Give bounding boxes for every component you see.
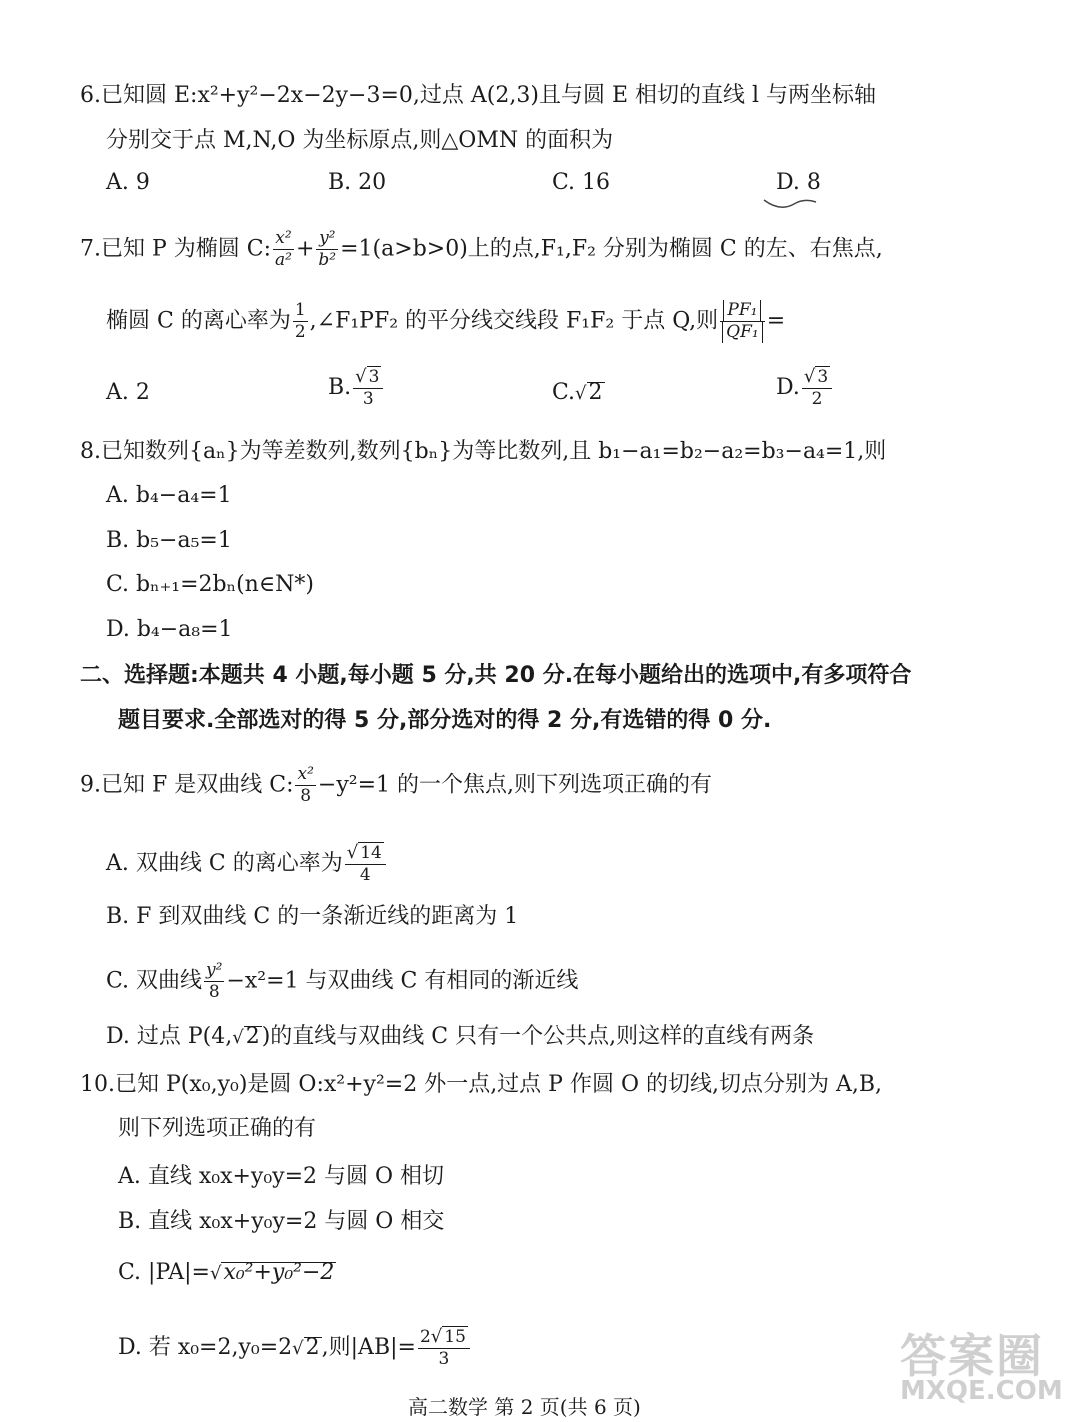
q7-stem-line1: [80, 228, 883, 271]
q8-option-d: D. b₄−a₈=1: [106, 617, 233, 642]
q10-option-c-radicand: x₀²+y₀²−2: [223, 1260, 335, 1285]
q10-option-a: A. 直线 x₀x+y₀y=2 与圆 O 相切: [118, 1164, 445, 1189]
q6-stem-line1: 6.已知圆 E:x²+y²−2x−2y−3=0,过点 A(2,3)且与圆 E 相切的直线 l 与两坐标轴: [80, 83, 877, 108]
q7-lead: 7.已知 P 为椭圆 C:: [80, 236, 272, 262]
q10-option-c: C. |PA|=√x₀²+y₀²−2: [118, 1260, 335, 1285]
q9-frac-num: x²: [297, 764, 314, 784]
q7-option-b-fraction: $\frac{√ 3}{3}$: [353, 366, 383, 410]
watermark-logo: 答案圈: [900, 1329, 1044, 1383]
q9-option-a-pre: A. 双曲线 C 的离心率为: [106, 851, 343, 876]
q9-stem-fraction: [295, 764, 315, 807]
q9-option-d-radicand: 2: [245, 1024, 260, 1049]
watermark-site: MXQE.COM: [900, 1376, 1063, 1406]
q9-option-d-pre: D. 过点 P(4,: [106, 1024, 233, 1049]
q7-option-b-radicand: 3: [368, 367, 380, 387]
page-footer: 高二数学 第 2 页(共 6 页): [408, 1395, 641, 1419]
q9-option-c-num: y²: [206, 960, 223, 980]
q10-stem-line1: 10.已知 P(x₀,y₀)是圆 O:x²+y²=2 外一点,过点 P 作圆 O 的切线,切点分别为 A,B,: [80, 1072, 883, 1097]
q7-line2-mid: ,∠F₁PF₂ 的平分线交线段 F₁F₂ 于点 Q,则: [309, 308, 719, 334]
q10-option-d-radicand1: 2: [305, 1335, 320, 1360]
q7-x-den: a²: [275, 250, 292, 270]
q9-option-a-den: 4: [359, 865, 371, 885]
q7-option-c: C.√2: [552, 380, 603, 405]
q7-ratio-fraction: [720, 300, 765, 343]
q10-option-d-num-radicand: 15: [444, 1327, 466, 1347]
q9-frac-den: 8: [300, 786, 312, 806]
q7-half-num: 1: [294, 300, 306, 320]
q6-option-d: D. 8: [776, 170, 821, 195]
q7-option-c-label: C.: [552, 380, 576, 405]
q9-tail: −y²=1 的一个焦点,则下列选项正确的有: [317, 772, 712, 798]
q7-option-b-label: B.: [328, 375, 352, 400]
q9-option-c: [106, 960, 578, 1003]
q7-ratio-den: QF₁: [722, 322, 763, 343]
q9-stem: [80, 764, 712, 807]
q9-option-c-pre: C. 双曲线: [106, 968, 203, 994]
section2-heading-line1: 二、选择题:本题共 4 小题,每小题 5 分,共 20 分.在每小题给出的选项中,有多项符合: [80, 663, 912, 688]
q7-line2-pre: 椭圆 C 的离心率为: [106, 308, 291, 334]
q9-option-a-radicand: 14: [360, 843, 382, 863]
q7-ellipse-y-fraction: [316, 228, 338, 271]
q10-option-d-mid: ,则|AB|=: [321, 1335, 416, 1360]
q7-y-num: y²: [316, 228, 338, 250]
q10-option-d-pre: D. 若 x₀=2,y₀=2: [118, 1335, 293, 1360]
q10-option-d-den: 3: [438, 1349, 450, 1369]
q7-half-den: 2: [294, 322, 306, 342]
q7-option-d-den: 2: [811, 389, 823, 409]
q7-eccentricity-fraction: [293, 300, 308, 343]
q10-option-b: B. 直线 x₀x+y₀y=2 与圆 O 相交: [118, 1209, 445, 1234]
q9-option-a-fraction: $\frac{√ 14}{4}$: [345, 842, 386, 886]
q9-option-b: B. F 到双曲线 C 的一条渐近线的距离为 1: [106, 904, 519, 929]
q6-option-a: A. 9: [106, 170, 150, 195]
q7-option-a: A. 2: [106, 380, 150, 405]
q9-option-d: D. 过点 P(4,√2)的直线与双曲线 C 只有一个公共点,则这样的直线有两条: [106, 1024, 815, 1049]
q9-option-a: [106, 842, 388, 886]
q7-ellipse-x-fraction: [273, 228, 294, 271]
q9-option-c-fraction: [204, 960, 224, 1003]
q7-option-c-radicand: 2: [588, 380, 603, 405]
q10-option-d-num-pre: 2: [419, 1327, 431, 1347]
q7-option-d-radicand: 3: [817, 367, 829, 387]
q7-ratio-num: PF₁: [723, 300, 761, 321]
q7-tail1: =1(a>b>0)上的点,F₁,F₂ 分别为椭圆 C 的左、右焦点,: [340, 236, 883, 262]
q7-x-num: x²: [273, 228, 294, 250]
q10-option-d-fraction: $\frac{2√ 15}{3}$: [418, 1326, 470, 1370]
q7-y-den: b²: [318, 250, 337, 270]
section2-heading-line2: 题目要求.全部选对的得 5 分,部分选对的得 2 分,有选错的得 0 分.: [118, 708, 772, 733]
q10-option-c-pre: C. |PA|=: [118, 1260, 210, 1285]
q7-stem-line2: [106, 300, 785, 343]
q6-stem-line2: 分别交于点 M,N,O 为坐标原点,则△OMN 的面积为: [106, 128, 614, 153]
handwritten-check-mark: [760, 192, 820, 214]
q6-option-c: C. 16: [552, 170, 611, 195]
q7-line2-end: =: [766, 308, 786, 334]
q8-option-b: B. b₅−a₅=1: [106, 528, 232, 553]
q9-option-c-tail: −x²=1 与双曲线 C 有相同的渐近线: [226, 968, 579, 994]
q10-option-d: D. 若 x₀=2,y₀=2√2,则|AB|= $\frac{2√ 15}{3}$: [118, 1326, 472, 1370]
q9-option-d-tail: )的直线与双曲线 C 只有一个公共点,则这样的直线有两条: [261, 1024, 815, 1049]
q7-option-b-den: 3: [362, 389, 374, 409]
q7-option-d-fraction: $\frac{√ 3}{2}$: [802, 366, 832, 410]
q8-stem: 8.已知数列{aₙ}为等差数列,数列{bₙ}为等比数列,且 b₁−a₁=b₂−a₂=b₃−a₄=1,则: [80, 439, 887, 464]
q10-stem-line2: 则下列选项正确的有: [118, 1116, 317, 1141]
q7-plus: +: [295, 236, 315, 262]
q7-option-d-label: D.: [776, 375, 800, 400]
q8-option-c: C. bₙ₊₁=2bₙ(n∈N*): [106, 572, 314, 597]
q9-option-c-den: 8: [208, 982, 220, 1002]
q7-option-d: [776, 366, 834, 410]
q7-option-b: [328, 366, 385, 410]
q8-option-a: A. b₄−a₄=1: [106, 483, 232, 508]
q9-lead: 9.已知 F 是双曲线 C:: [80, 772, 294, 798]
q6-option-b: B. 20: [328, 170, 387, 195]
